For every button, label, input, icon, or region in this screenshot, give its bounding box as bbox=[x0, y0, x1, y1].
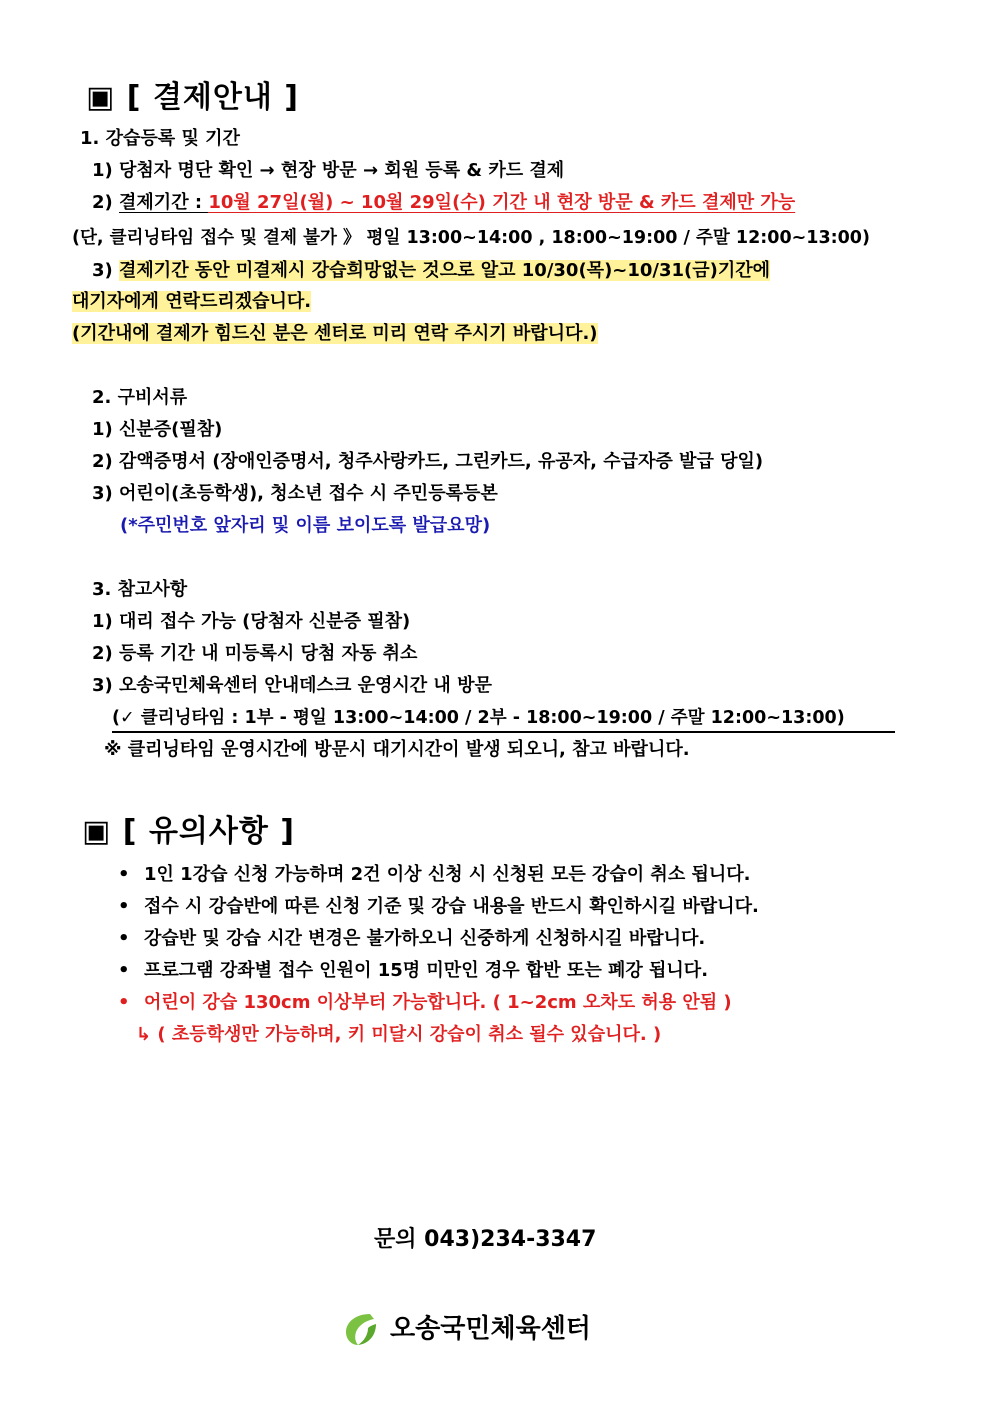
section2-item3-note: (*주민번호 앞자리 및 이름 보이도록 발급요망) bbox=[120, 515, 491, 536]
item2-number: 2) bbox=[92, 192, 120, 213]
caution-title: ▣ [ 유의사항 ] bbox=[82, 814, 296, 849]
section2-title: 2. 구비서류 bbox=[92, 387, 188, 408]
section3-item2: 2) 등록 기간 내 미등록시 당첨 자동 취소 bbox=[92, 643, 418, 664]
unpaid-warning-line1: 결제기간 동안 미결제시 강습희망없는 것으로 알고 10/30(목)~10/31(금)기간에 bbox=[119, 260, 771, 281]
section2-item2: 2) 감액증명서 (장애인증명서, 청주사랑카드, 그린카드, 유공자, 수급자증 발급 당일) bbox=[92, 451, 764, 472]
unpaid-warning-line2-text: 대기자에게 연락드리겠습니다. bbox=[72, 291, 312, 312]
section1-item1: 1) 당첨자 명단 확인 → 현장 방문 → 회원 등록 & 카드 결제 bbox=[92, 160, 565, 181]
caution-item-text: 프로그램 강좌별 접수 인원이 15명 미만인 경우 합반 또는 폐강 됩니다. bbox=[144, 960, 709, 981]
cleaning-time-detail: (✓ 클리닝타임 : 1부 - 평일 13:00~14:00 / 2부 - 18:00~19:00 / 주말 12:00~13:00) bbox=[112, 708, 845, 728]
section1-title: 1. 강습등록 및 기간 bbox=[80, 128, 240, 149]
payment-title: ▣ [ 결제안내 ] bbox=[86, 80, 300, 115]
caution-item bbox=[118, 894, 759, 920]
center-logo-text: 오송국민체육센터 bbox=[390, 1314, 591, 1344]
unpaid-warning-line2 bbox=[72, 289, 311, 315]
section3-item1: 1) 대리 접수 가능 (당첨자 신분증 필참) bbox=[92, 611, 411, 632]
contact-phone: 문의 043)234-3347 bbox=[374, 1227, 597, 1252]
section2-item3: 3) 어린이(초등학생), 청소년 접수 시 주민등록등본 bbox=[92, 483, 498, 504]
unpaid-warning-line3 bbox=[72, 321, 598, 347]
caution-item-child-height bbox=[118, 990, 732, 1016]
bullet: • bbox=[118, 928, 130, 949]
cleaning-time-notice: ※ 클리닝타임 운영시간에 방문시 대기시간이 발생 되오니, 참고 바랍니다. bbox=[104, 739, 690, 760]
caution-item-text: 어린이 강습 130cm 이상부터 가능합니다. ( 1~2cm 오차도 허용 안됨 ) bbox=[144, 992, 732, 1013]
bullet: • bbox=[118, 864, 130, 885]
item3-number: 3) bbox=[92, 260, 120, 281]
caution-sub-note: ↳ ( 초등학생만 가능하며, 키 미달시 강습이 취소 될수 있습니다. ) bbox=[136, 1024, 662, 1045]
bullet: • bbox=[118, 992, 130, 1013]
cleaning-time-note: (단, 클리닝타임 접수 및 결제 불가 》 평일 13:00~14:00 , 18:00~19:00 / 주말 12:00~13:00) bbox=[72, 228, 870, 248]
caution-item-text: 1인 1강습 신청 가능하며 2건 이상 신청 시 신청된 모든 강습이 취소 됩니다. bbox=[144, 864, 751, 885]
bullet: • bbox=[118, 896, 130, 917]
caution-item bbox=[118, 862, 750, 888]
caution-item bbox=[118, 926, 705, 952]
caution-item-text: 접수 시 강습반에 따른 신청 기준 및 강습 내용을 반드시 확인하시길 바랍니다. bbox=[144, 896, 759, 917]
section1-item3 bbox=[92, 258, 770, 284]
bullet: • bbox=[118, 960, 130, 981]
caution-item-text: 강습반 및 강습 시간 변경은 불가하오니 신중하게 신청하시길 바랍니다. bbox=[144, 928, 706, 949]
caution-item bbox=[118, 958, 708, 984]
section3-title: 3. 참고사항 bbox=[92, 579, 188, 600]
payment-period-label: 결제기간 : bbox=[119, 192, 209, 213]
unpaid-warning-line3-text: (기간내에 결제가 힘드신 분은 센터로 미리 연락 주시기 바랍니다.) bbox=[72, 323, 598, 344]
cleaning-time-underline bbox=[112, 731, 895, 733]
center-logo-icon bbox=[342, 1310, 380, 1348]
section2-item1: 1) 신분증(필참) bbox=[92, 419, 223, 440]
section3-item3: 3) 오송국민체육센터 안내데스크 운영시간 내 방문 bbox=[92, 675, 492, 696]
section1-item2 bbox=[92, 190, 795, 216]
payment-period-dates: 10월 27일(월) ~ 10월 29일(수) 기간 내 현장 방문 & 카드 결제만 가능 bbox=[208, 192, 796, 213]
